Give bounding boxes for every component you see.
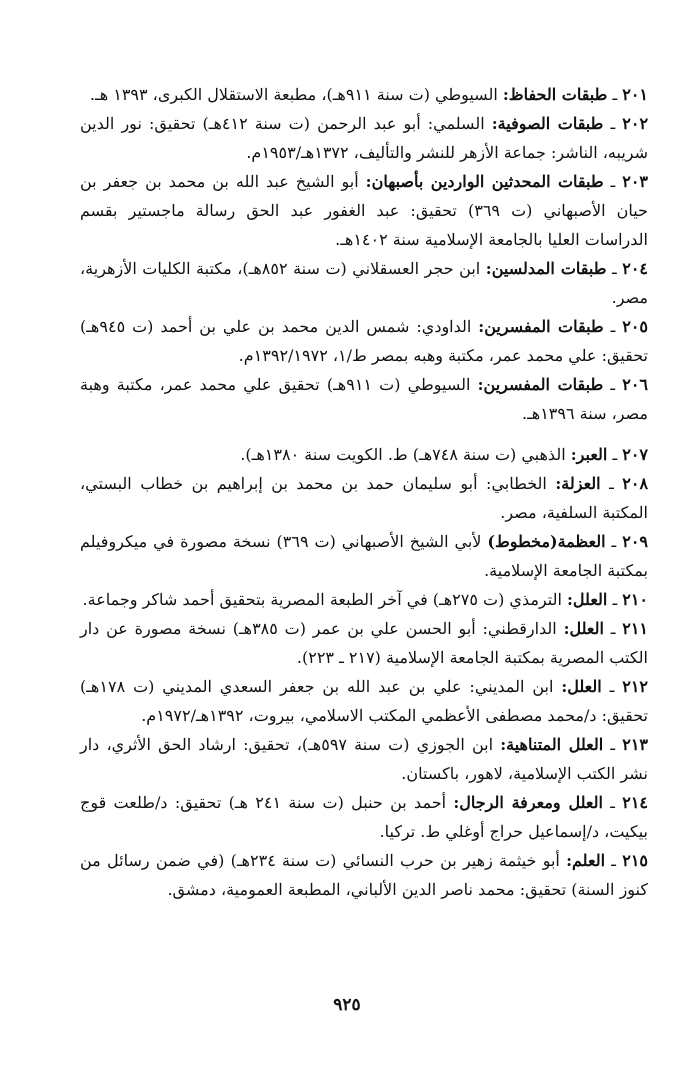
entry-body: السيوطي (ت ٩١١هـ) تحقيق علي محمد عمر، مكتبة وهبة مصر، سنة ١٣٩٦هـ. xyxy=(80,375,648,423)
bibliography-entry: ٢١١ ـ العلل: الدارقطني: أبو الحسن علي بن عمر (ت ٣٨٥هـ) نسخة مصورة عن دار الكتب المصرية بمكتبة الجامعة الإسلامية (٢١٧ ـ ٢٢٣). xyxy=(80,619,649,667)
entry-number: ٢١١ xyxy=(622,619,649,638)
bibliography-entry: ٢١٢ ـ العلل: ابن المديني: علي بن عبد الله بن جعفر السعدي المديني (ت ١٧٨هـ) تحقيق: د/محمد مصطفى الأعظمي المكتب الاسلامي، بيروت، ١٣٩٢هـ/١٩٧٢م. xyxy=(80,677,648,725)
entry-number: ٢٠٥ xyxy=(622,317,649,336)
entry-number: ٢١٤ xyxy=(622,793,648,812)
entry-body: ابن المديني: علي بن عبد الله بن جعفر السعدي المديني (ت ١٧٨هـ) تحقيق: د/محمد مصطفى الأعظمي المكتب الاسلامي، بيروت، ١٣٩٢هـ/١٩٧٢م. xyxy=(80,677,648,725)
entry-title: العظمة(مخطوط) xyxy=(487,532,606,551)
bibliography-entry: ٢١٥ ـ العلم: أبو خيثمة زهير بن حرب النسائي (ت سنة ٢٣٤هـ) (في ضمن رسائل من كنوز السنة) تحقيق: محمد ناصر الدين الألباني، المطبعة العمومية، دمشق. xyxy=(80,851,649,899)
entry-body: أبو خيثمة زهير بن حرب النسائي (ت سنة ٢٣٤هـ) (في ضمن رسائل من كنوز السنة) تحقيق: محمد ناصر الدين الألباني، المطبعة العمومية، دمشق. xyxy=(80,851,648,899)
entry-number: ٢٠٦ xyxy=(622,375,648,394)
bibliography-entry: ٢١٤ ـ العلل ومعرفة الرجال: أحمد بن حنبل (ت سنة ٢٤١ هـ) تحقيق: د/طلعت قوج بيكيت، د/إسماعيل حراج أوغلي ط. تركيا. xyxy=(80,793,648,841)
entry-number: ٢١٠ xyxy=(622,590,648,609)
entry-number: ٢٠٨ xyxy=(622,474,649,493)
entry-title: العلل: xyxy=(567,590,608,609)
entry-title: العبر: xyxy=(570,445,608,464)
entry-body: ابن حجر العسقلاني (ت سنة ٨٥٢هـ)، مكتبة الكليات الأزهرية، مصر. xyxy=(80,259,648,307)
spacer xyxy=(80,428,648,440)
entry-body: الدارقطني: أبو الحسن علي بن عمر (ت ٣٨٥هـ) نسخة مصورة عن دار الكتب المصرية بمكتبة الجامعة الإسلامية (٢١٧ ـ ٢٢٣). xyxy=(80,619,648,667)
entry-number: ٢٠٧ xyxy=(622,445,648,464)
entry-number: ٢١٣ xyxy=(622,735,649,754)
bibliography-entry: ٢٠٣ ـ طبقات المحدثين الواردين بأصبهان: أبو الشيخ عبد الله بن محمد بن جعفر بن حيان الأصبهاني (ت ٣٦٩) تحقيق: عبد الغفور عبد الحق رسالة ماجستير بقسم الدراسات العليا بالجامعة الإسلامية سنة ١٤٠٢هـ. xyxy=(80,172,649,249)
bibliography-entry: ٢٠٧ ـ العبر: الذهبي (ت سنة ٧٤٨هـ) ط. الكويت سنة ١٣٨٠هـ). xyxy=(240,445,648,464)
entry-number: ٢٠٤ xyxy=(622,259,649,278)
entry-title: العلل: xyxy=(561,677,602,696)
bibliography-entry: ٢١٣ ـ العلل المتناهية: ابن الجوزي (ت سنة ٥٩٧هـ)، تحقيق: ارشاد الحق الأثري، دار نشر الكتب الإسلامية، لاهور، باكستان. xyxy=(80,735,649,783)
entry-body: الذهبي (ت سنة ٧٤٨هـ) ط. الكويت سنة ١٣٨٠هـ). xyxy=(240,445,566,464)
entry-title: طبقات المفسرين: xyxy=(478,317,604,336)
entry-title: العلل المتناهية: xyxy=(500,735,604,754)
entry-title: العلل: xyxy=(563,619,604,638)
bibliography-entry: ٢١٠ ـ العلل: الترمذي (ت ٢٧٥هـ) في آخر الطبعة المصرية بتحقيق أحمد شاكر وجماعة. xyxy=(82,590,648,609)
entry-body: أبو الشيخ عبد الله بن محمد بن جعفر بن حيان الأصبهاني (ت ٣٦٩) تحقيق: عبد الغفور عبد الحق رسالة ماجستير بقسم الدراسات العليا بالجامعة الإسلامية سنة ١٤٠٢هـ. xyxy=(80,172,648,249)
entry-body: السيوطي (ت سنة ٩١١هـ)، مطبعة الاستقلال الكبرى، ١٣٩٣ هـ. xyxy=(89,85,498,104)
bibliography-entry: ٢٠٨ ـ العزلة: الخطابي: أبو سليمان حمد بن محمد بن إبراهيم بن خطاب البستي، المكتبة السلفية، مصر. xyxy=(80,474,649,522)
bibliography-entry: ٢٠٦ ـ طبقات المفسرين: السيوطي (ت ٩١١هـ) تحقيق علي محمد عمر، مكتبة وهبة مصر، سنة ١٣٩٦هـ. xyxy=(80,375,648,423)
entry-title: طبقات الحفاظ: xyxy=(502,85,608,104)
entry-title: طبقات المحدثين الواردين بأصبهان: xyxy=(365,172,604,191)
entry-number: ٢٠٢ xyxy=(622,114,649,133)
entry-body: أحمد بن حنبل (ت سنة ٢٤١ هـ) تحقيق: د/طلعت قوج بيكيت، د/إسماعيل حراج أوغلي ط. تركيا. xyxy=(80,793,648,841)
entry-title: طبقات المفسرين: xyxy=(477,375,604,394)
bibliography-entry: ٢٠٩ ـ العظمة(مخطوط) لأبي الشيخ الأصبهاني (ت ٣٦٩) نسخة مصورة في ميكروفيلم بمكتبة الجامعة الإسلامية. xyxy=(80,532,648,580)
entry-title: العزلة: xyxy=(555,474,601,493)
entry-title: طبقات الصوفية: xyxy=(491,114,604,133)
page-number: ٩٢٥ xyxy=(333,995,361,1015)
entry-body: الترمذي (ت ٢٧٥هـ) في آخر الطبعة المصرية بتحقيق أحمد شاكر وجماعة. xyxy=(82,590,562,609)
entry-title: العلم: xyxy=(566,851,606,870)
bibliography-entry: ٢٠٥ ـ طبقات المفسرين: الداودي: شمس الدين محمد بن علي بن أحمد (ت ٩٤٥هـ) تحقيق: علي محمد عمر، مكتبة وهبه بمصر ط/١، ١٣٩٢/١٩٧٢م. xyxy=(80,317,649,365)
entry-body: ابن الجوزي (ت سنة ٥٩٧هـ)، تحقيق: ارشاد الحق الأثري، دار نشر الكتب الإسلامية، لاهور، باكستان. xyxy=(80,735,648,783)
entry-title: العلل ومعرفة الرجال: xyxy=(453,793,603,812)
entry-body: السلمي: أبو عبد الرحمن (ت سنة ٤١٢هـ) تحقيق: نور الدين شريبه، الناشر: جماعة الأزهر للنشر والتأليف، ١٣٧٢هـ/١٩٥٣م. xyxy=(80,114,648,162)
entry-body: لأبي الشيخ الأصبهاني (ت ٣٦٩) نسخة مصورة في ميكروفيلم بمكتبة الجامعة الإسلامية. xyxy=(80,532,648,580)
entry-body: الداودي: شمس الدين محمد بن علي بن أحمد (ت ٩٤٥هـ) تحقيق: علي محمد عمر، مكتبة وهبه بمصر ط/١، ١٣٩٢/١٩٧٢م. xyxy=(80,317,648,365)
entry-title: طبقات المدلسين: xyxy=(485,259,607,278)
bibliography-entry: ٢٠٢ ـ طبقات الصوفية: السلمي: أبو عبد الرحمن (ت سنة ٤١٢هـ) تحقيق: نور الدين شريبه، الناشر: جماعة الأزهر للنشر والتأليف، ١٣٧٢هـ/١٩٥٣م. xyxy=(80,114,649,162)
entry-number: ٢١٢ xyxy=(622,677,648,696)
entry-number: ٢٠٣ xyxy=(622,172,649,191)
bibliography-list xyxy=(80,80,648,904)
entry-number: ٢٠١ xyxy=(622,85,648,104)
bibliography-entry: ٢٠١ ـ طبقات الحفاظ: السيوطي (ت سنة ٩١١هـ)، مطبعة الاستقلال الكبرى، ١٣٩٣ هـ. xyxy=(89,85,648,104)
bibliography-entry: ٢٠٤ ـ طبقات المدلسين: ابن حجر العسقلاني (ت سنة ٨٥٢هـ)، مكتبة الكليات الأزهرية، مصر. xyxy=(80,259,649,307)
entry-number: ٢١٥ xyxy=(622,851,649,870)
entry-number: ٢٠٩ xyxy=(622,532,648,551)
entry-body: الخطابي: أبو سليمان حمد بن محمد بن إبراهيم بن خطاب البستي، المكتبة السلفية، مصر. xyxy=(80,474,648,522)
